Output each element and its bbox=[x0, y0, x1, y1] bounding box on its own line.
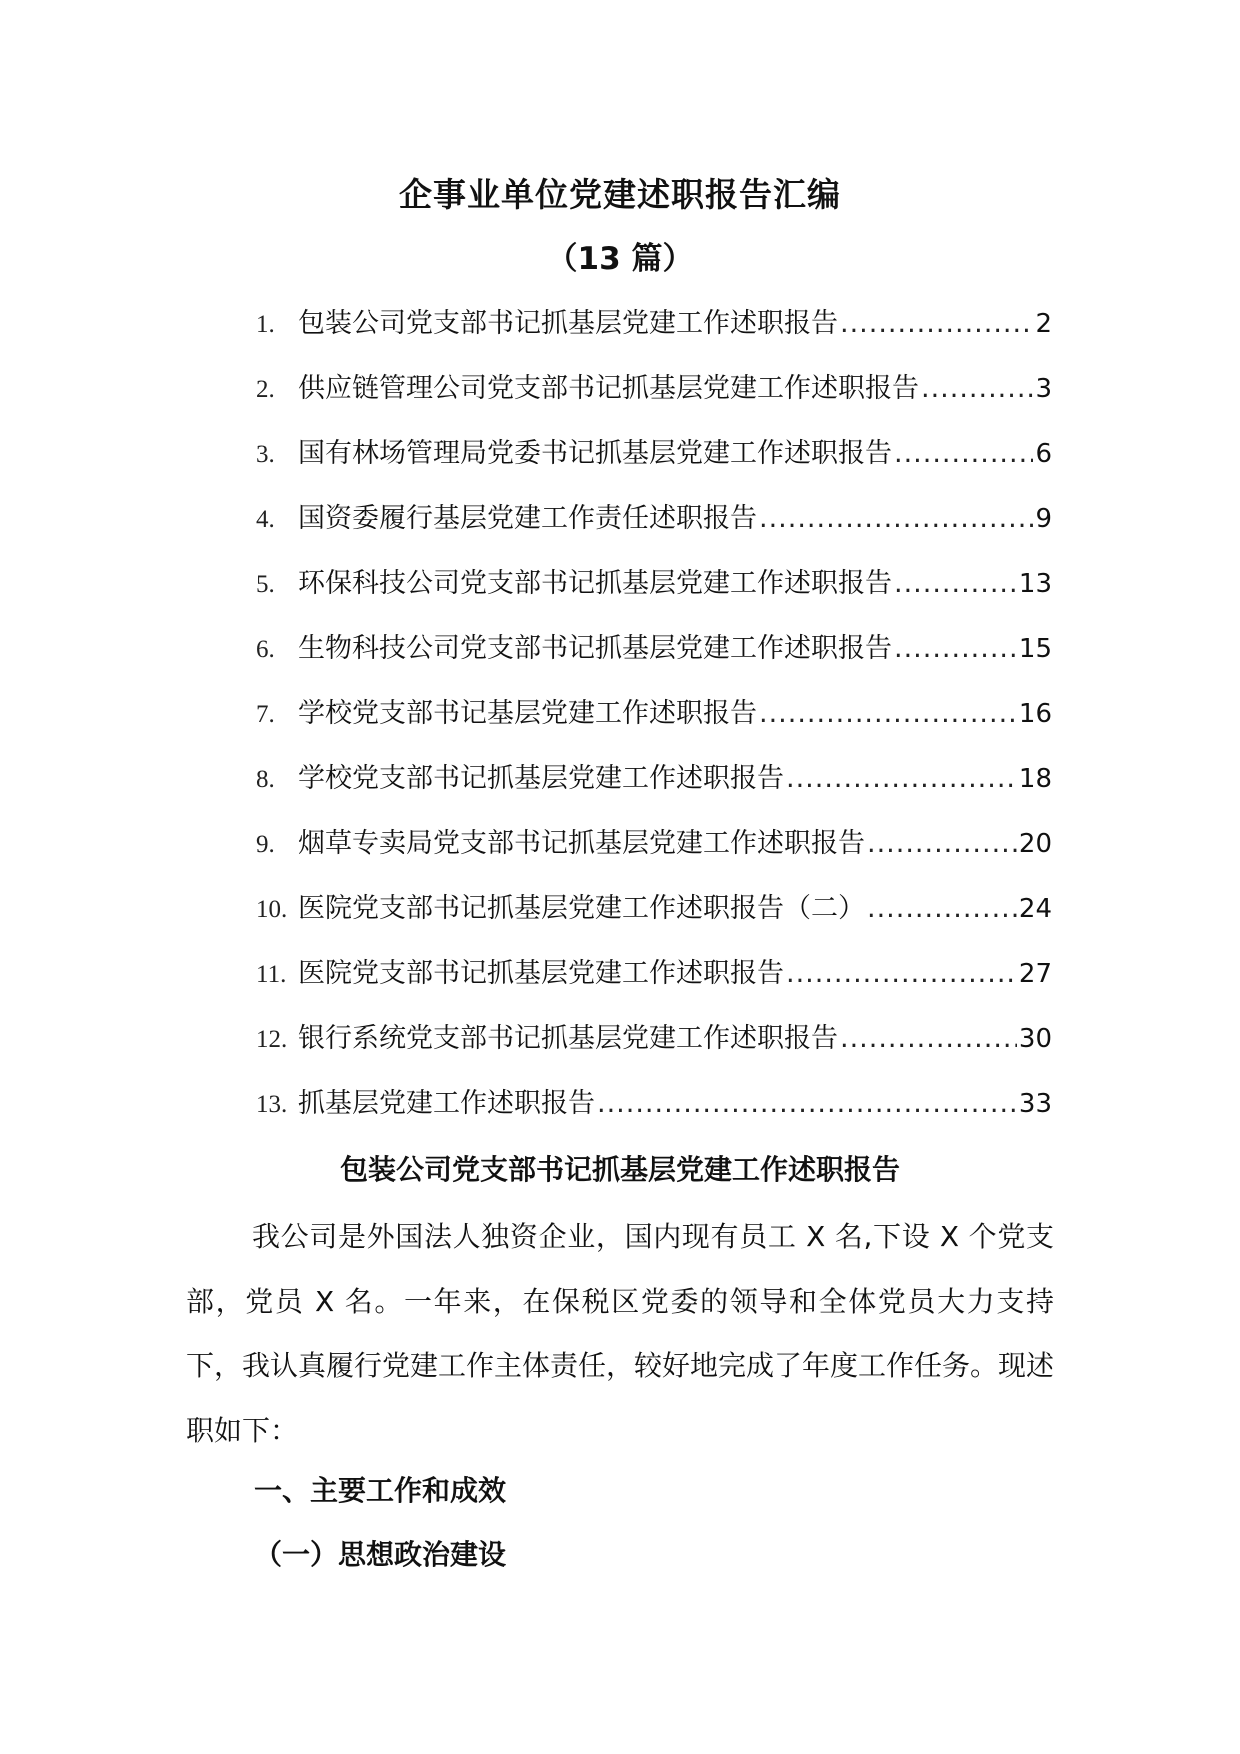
toc-entry-title: 烟草专卖局党支部书记抓基层党建工作述职报告 bbox=[298, 828, 865, 859]
toc-entry-page-number: 20 bbox=[1018, 829, 1052, 859]
toc-entry[interactable] bbox=[256, 1017, 1052, 1082]
toc-entry-page-number: 3 bbox=[1035, 374, 1052, 404]
toc-entry-number: 10. bbox=[256, 896, 288, 923]
toc-entry-title: 学校党支部书记基层党建工作述职报告 bbox=[298, 698, 757, 729]
heading-level-1: 一、主要工作和成效 bbox=[254, 1474, 507, 1507]
toc-entry-number: 8. bbox=[256, 766, 275, 793]
toc-entry[interactable] bbox=[256, 367, 1052, 432]
toc-entry[interactable] bbox=[256, 562, 1052, 627]
toc-entry-title: 抓基层党建工作述职报告 bbox=[298, 1088, 595, 1119]
toc-dot-leader bbox=[867, 822, 1017, 866]
toc-entry[interactable] bbox=[256, 302, 1052, 367]
toc-entry-title: 学校党支部书记抓基层党建工作述职报告 bbox=[298, 763, 784, 794]
toc-entry[interactable] bbox=[256, 692, 1052, 757]
body-paragraph: 我公司是外国法人独资企业，国内现有员工 X 名,下设 X 个党支部，党员 X 名。一年来，在保税区党委的领导和全体党员大力支持下，我认真履行党建工作主体责任，较好地完成了年度工作任务。现述职如下： bbox=[186, 1220, 1055, 1447]
toc-entry-page-number: 2 bbox=[1035, 309, 1052, 339]
toc-dot-leader bbox=[786, 952, 1017, 996]
toc-entry-page-number: 6 bbox=[1035, 439, 1052, 469]
toc-entry-title: 医院党支部书记抓基层党建工作述职报告 bbox=[298, 958, 784, 989]
toc-entry-title: 环保科技公司党支部书记抓基层党建工作述职报告 bbox=[298, 568, 892, 599]
toc-entry-page-number: 9 bbox=[1035, 504, 1052, 534]
toc-entry-title: 国有林场管理局党委书记抓基层党建工作述职报告 bbox=[298, 438, 892, 469]
toc-entry-page-number: 13 bbox=[1018, 569, 1052, 599]
toc-entry-page-number: 18 bbox=[1018, 764, 1052, 794]
toc-entry-number: 1. bbox=[256, 311, 275, 338]
toc-dot-leader bbox=[867, 887, 1017, 931]
toc-entry-page-number: 16 bbox=[1018, 699, 1052, 729]
toc-entry-number: 7. bbox=[256, 701, 275, 728]
toc-entry[interactable] bbox=[256, 432, 1052, 497]
toc-entry-page-number: 30 bbox=[1018, 1024, 1052, 1054]
toc-dot-leader bbox=[786, 757, 1017, 801]
toc-entry-title: 生物科技公司党支部书记抓基层党建工作述职报告 bbox=[298, 633, 892, 664]
toc-entry-number: 5. bbox=[256, 571, 275, 598]
toc-entry-number: 6. bbox=[256, 636, 275, 663]
section-heading: 包装公司党支部书记抓基层党建工作述职报告 bbox=[339, 1153, 900, 1186]
toc-entry-title: 供应链管理公司党支部书记抓基层党建工作述职报告 bbox=[298, 373, 919, 404]
toc-entry-title: 医院党支部书记抓基层党建工作述职报告（二） bbox=[298, 893, 865, 924]
toc-dot-leader bbox=[894, 432, 1033, 476]
toc-entry-title: 银行系统党支部书记抓基层党建工作述职报告 bbox=[298, 1023, 838, 1054]
toc-entry-title: 包装公司党支部书记抓基层党建工作述职报告 bbox=[298, 308, 838, 339]
toc-entry-page-number: 24 bbox=[1018, 894, 1052, 924]
toc-dot-leader bbox=[840, 1017, 1017, 1061]
toc-dot-leader bbox=[921, 367, 1033, 411]
toc-entry-page-number: 27 bbox=[1018, 959, 1052, 989]
toc-entry[interactable] bbox=[256, 757, 1052, 822]
toc-entry-number: 2. bbox=[256, 376, 275, 403]
toc-entry[interactable] bbox=[256, 822, 1052, 887]
toc-entry-number: 12. bbox=[256, 1026, 288, 1053]
heading-level-2: （一）思想政治建设 bbox=[254, 1538, 507, 1571]
toc-entry-number: 4. bbox=[256, 506, 275, 533]
toc-dot-leader bbox=[894, 627, 1017, 671]
toc-dot-leader bbox=[597, 1082, 1017, 1126]
document-subtitle: （13 篇） bbox=[546, 241, 694, 277]
toc-dot-leader bbox=[840, 302, 1033, 346]
toc-entry-page-number: 15 bbox=[1018, 634, 1052, 664]
toc-dot-leader bbox=[759, 692, 1017, 736]
toc-entry-title: 国资委履行基层党建工作责任述职报告 bbox=[298, 503, 757, 534]
toc-entry-page-number: 33 bbox=[1018, 1089, 1052, 1119]
toc-dot-leader bbox=[759, 497, 1033, 541]
toc-entry[interactable] bbox=[256, 887, 1052, 952]
document-title: 企事业单位党建述职报告汇编 bbox=[399, 175, 841, 214]
toc-entry-number: 13. bbox=[256, 1091, 288, 1118]
toc-entry-number: 3. bbox=[256, 441, 275, 468]
toc-dot-leader bbox=[894, 562, 1017, 606]
toc-entry[interactable] bbox=[256, 1082, 1052, 1147]
toc-entry[interactable] bbox=[256, 497, 1052, 562]
toc-entry-number: 9. bbox=[256, 831, 275, 858]
toc-entry[interactable] bbox=[256, 627, 1052, 692]
toc-entry[interactable] bbox=[256, 952, 1052, 1017]
toc-entry-number: 11. bbox=[256, 961, 287, 988]
table-of-contents bbox=[256, 302, 1052, 1147]
